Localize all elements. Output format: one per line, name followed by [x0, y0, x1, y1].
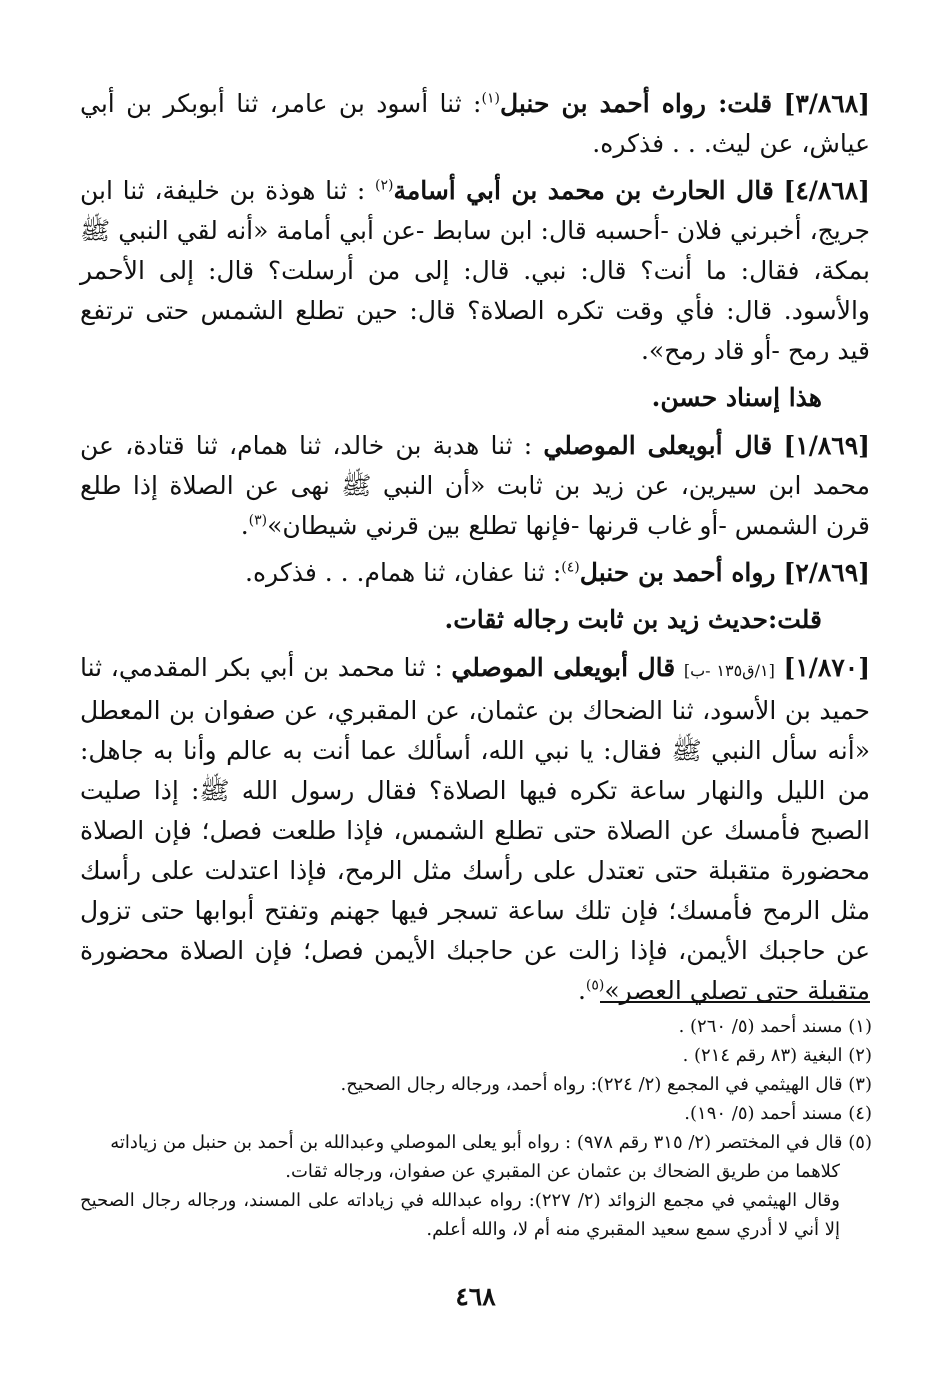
hadith-text-end: . — [577, 976, 586, 1005]
hadith-text-end: . — [240, 511, 249, 540]
footnotes — [80, 1012, 872, 1244]
footnote-ref: (٣) — [248, 512, 268, 529]
isnad-grading: قلت:حديث زيد بن ثابت رجاله ثقات. — [444, 605, 822, 634]
narrator-chain: رواه أحمد بن حنبل — [579, 558, 776, 587]
footnote: (٤) مسند أحمد (٥/ ١٩٠). — [684, 1103, 872, 1124]
hadith-entry — [80, 426, 870, 546]
footnote: (١) مسند أحمد (٥/ ٢٦٠) . — [678, 1016, 872, 1037]
hadith-text: : ثنا هوذة بن خليفة، ثنا ابن جريج، أخبرني فلان -أحسبه قال: ابن سابط -عن أبي أمامة «أنه لقي النبي ﷺ بمكة، فقال: ما أنت؟ قال: نبي. قال: إلى من أرسلت؟ قال: إلى الأحمر والأسود. قال: فأي وقت تكره الصلاة؟ قال: حين تطلع الشمس حتى ترتفع قيد رمح -أو قاد رمح». — [80, 176, 870, 365]
hadith-text: : ثنا عفان، ثنا همام. . . فذكره. — [245, 558, 562, 587]
hadith-entry — [80, 553, 870, 593]
hadith-text: : ثنا أسود بن عامر، ثنا أبوبكر بن أبي عياش، عن ليث. . . فذكره. — [80, 89, 870, 158]
footnote-separator — [600, 1001, 870, 1003]
footnote-ref: (٢) — [374, 177, 394, 194]
manuscript-folio-mark: [١/ق١٣٥ -ب] — [683, 661, 775, 680]
entry-number: [٤/٨٦٨] — [783, 176, 870, 205]
main-text — [80, 84, 870, 1018]
entry-number: [٣/٨٦٨] — [783, 89, 870, 118]
footnote-continuation: كلاهما من طريق الضحاك بن عثمان عن المقبري عن صفوان، ورجاله ثقات. — [285, 1161, 840, 1182]
isnad-grading: هذا إسناد حسن. — [651, 383, 822, 412]
hadith-text: : ثنا هدبة بن خالد، ثنا همام، ثنا قتادة، عن محمد ابن سيرين، عن زيد بن ثابت «أن النبي ﷺ نهى عن الصلاة إذا طلع قرن الشمس -أو غاب قرنها -فإنها تطلع بين قرني شيطان» — [80, 431, 870, 540]
hadith-entry — [80, 171, 870, 371]
narrator-chain: قال الحارث بن محمد بن أبي أسامة — [393, 176, 774, 205]
hadith-entry — [80, 648, 870, 1011]
footnote-ref: (٥) — [585, 977, 605, 994]
narrator-chain: قال أبويعلى الموصلي — [451, 653, 676, 682]
footnote: (٣) قال الهيثمي في المجمع (٢/ ٢٢٤): رواه أحمد، ورجاله رجال الصحيح. — [340, 1074, 872, 1095]
page-number: ٤٦٨ — [455, 1282, 496, 1311]
entry-number: [١/٨٦٩] — [783, 431, 870, 460]
footnote-ref: (١) — [481, 90, 500, 107]
entry-number: [٢/٨٦٩] — [783, 558, 870, 587]
entry-number: [١/٨٧٠] — [783, 653, 871, 682]
narrator-chain: قلت: رواه أحمد بن حنبل — [499, 89, 773, 118]
footnote-ref: (٤) — [561, 559, 580, 576]
footnote-continuation: وقال الهيثمي في مجمع الزوائد (٢/ ٢٢٧): رواه عبدالله في زياداته على المسند، ورجاله رجال الصحيح إلا أني لا أدري سمع سعيد المقبري منه أم لا، والله أعلم. — [80, 1190, 840, 1240]
footnote: (٥) قال في المختصر (٢/ ٣١٥ رقم ٩٧٨) : رواه أبو يعلى الموصلي وعبدالله بن أحمد بن حنبل من زياداته — [110, 1132, 872, 1153]
hadith-entry — [80, 84, 870, 164]
narrator-chain: قال أبويعلى الموصلي — [543, 431, 773, 460]
hadith-text: : ثنا محمد بن أبي بكر المقدمي، ثنا حميد بن الأسود، ثنا الضحاك بن عثمان، عن المقبري، عن صفوان بن المعطل «أنه سأل النبي ﷺ فقال: يا نبي الله، أسألك عما أنت به عالم وأنا به جاهل: من الليل والنهار ساعة تكره فيها الصلاة؟ فقال رسول الله ﷺ: إذا صليت الصبح فأمسك عن الصلاة حتى تطلع الشمس، فإذا طلعت فصل؛ فإن الصلاة محضورة متقبلة حتى تعتدل على رأسك مثل الرمح، فإذا اعتدلت على رأسك مثل الرمح فأمسك؛ فإن تلك ساعة تسجر فيها جهنم وتفتح أبوابها حتى تزول عن حاجبك الأيمن، فإذا زالت عن حاجبك الأيمن فصل؛ فإن الصلاة محضورة متقبلة حتى تصلي العصر» — [80, 653, 870, 1005]
footnote: (٢) البغية (٨٣ رقم ٢١٤) . — [682, 1045, 872, 1066]
